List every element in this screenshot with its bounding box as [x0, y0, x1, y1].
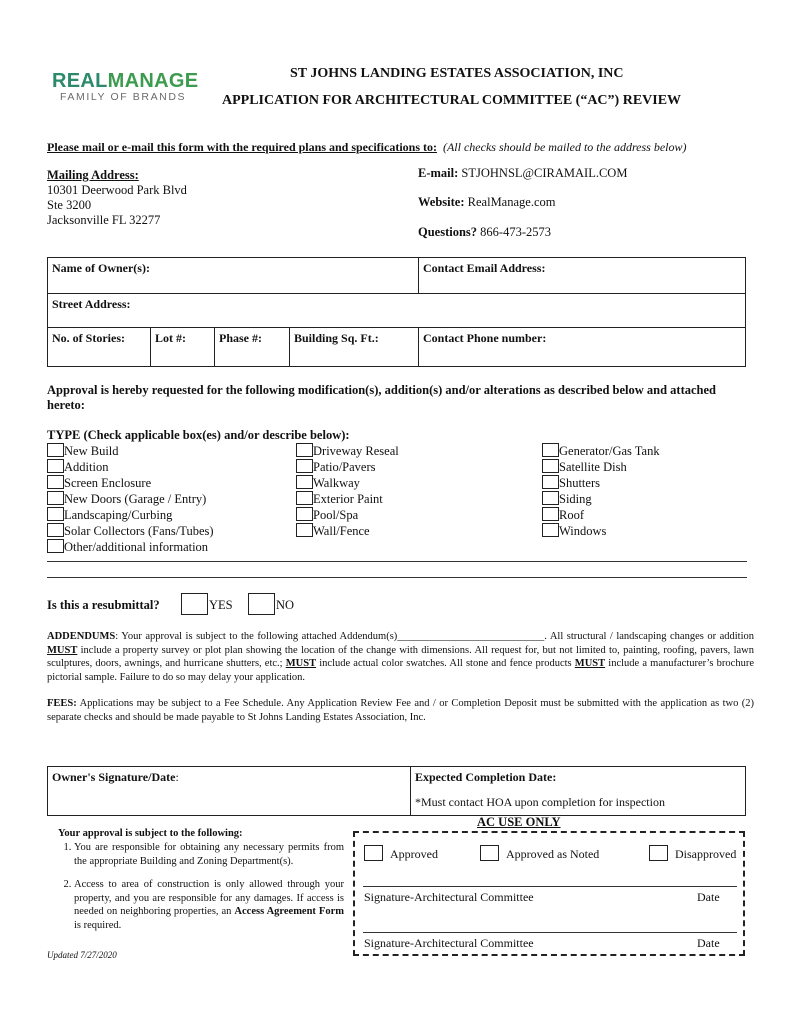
type-label: Driveway Reseal: [313, 444, 399, 458]
type-label: Patio/Pavers: [313, 460, 376, 474]
type-label: New Doors (Garage / Entry): [64, 492, 207, 506]
access-agreement-form-link: Access Agreement Form: [234, 906, 344, 917]
logo-text-real: REAL: [52, 70, 108, 92]
completion-note: *Must contact HOA upon completion for inspection: [415, 795, 665, 809]
form-title: APPLICATION FOR ARCHITECTURAL COMMITTEE (“AC”) REVIEW: [222, 93, 682, 108]
disapproved-checkbox[interactable]: [649, 845, 668, 861]
owner-signature-label: Owner's Signature/Date: [52, 770, 176, 784]
owner-name-label: Name of Owner(s):: [52, 261, 150, 275]
type-checkbox[interactable]: [296, 491, 313, 505]
approved-checkbox[interactable]: [364, 845, 383, 861]
condition-text: is required.: [74, 919, 122, 931]
addendums-text: : Your approval is subject to the following attached Addendum(s): [115, 631, 398, 642]
addendums-text: . All structural / landscaping changes or addition: [544, 631, 754, 642]
condition-text: You are responsible for obtaining any necessary permits from the appropriate Building and Zoning Department(s).: [74, 842, 344, 867]
resubmittal-yes-label: YES: [209, 598, 233, 612]
type-option[interactable]: [296, 523, 399, 539]
addendum-blank[interactable]: ____________________________: [397, 631, 545, 642]
mailing-address-label: Mailing Address:: [47, 168, 139, 182]
type-checkbox[interactable]: [47, 539, 64, 553]
resubmittal-no-checkbox[interactable]: [248, 593, 275, 615]
approved-noted-label: Approved as Noted: [506, 847, 600, 861]
type-option[interactable]: [47, 491, 214, 507]
phase-field[interactable]: [214, 327, 290, 367]
condition-item: [74, 878, 344, 932]
must-emphasis: MUST: [285, 658, 317, 669]
contact-email-field[interactable]: [418, 257, 746, 294]
type-option[interactable]: [296, 507, 399, 523]
type-option[interactable]: [47, 523, 214, 539]
type-heading: TYPE (Check applicable box(es) and/or describe below):: [47, 428, 350, 442]
ac-date-label-2: Date: [697, 936, 720, 950]
type-checkbox[interactable]: [296, 459, 313, 473]
type-checkbox[interactable]: [296, 523, 313, 537]
email-value[interactable]: STJOHNSL@CIRAMAIL.COM: [461, 166, 628, 180]
type-checkbox[interactable]: [296, 507, 313, 521]
instructions-lead: Please mail or e-mail this form with the required plans and specifications to:: [47, 140, 437, 154]
type-option[interactable]: [47, 475, 214, 491]
street-address-field[interactable]: [47, 293, 746, 328]
ac-use-box: [353, 831, 745, 956]
resubmittal-no-label: NO: [276, 598, 295, 612]
instructions-note: (All checks should be mailed to the address below): [442, 140, 687, 154]
type-checkbox[interactable]: [542, 475, 559, 489]
type-label: Walkway: [313, 476, 360, 490]
type-checkbox[interactable]: [47, 523, 64, 537]
type-checkbox[interactable]: [542, 523, 559, 537]
logo-tagline: FAMILY OF BRANDS: [60, 91, 187, 103]
type-label: Other/additional information: [64, 540, 209, 554]
type-option[interactable]: [542, 523, 660, 539]
type-checkbox[interactable]: [542, 491, 559, 505]
condition-item: [74, 841, 344, 868]
type-column-2: [296, 443, 399, 539]
completion-date-label: Expected Completion Date:: [415, 770, 557, 784]
type-label: Shutters: [559, 476, 600, 490]
lot-label: Lot #:: [155, 331, 186, 345]
type-label: Satellite Dish: [559, 460, 627, 474]
type-label: New Build: [64, 444, 119, 458]
ac-approved-noted-option[interactable]: [480, 845, 599, 862]
must-emphasis: MUST: [574, 658, 606, 669]
ac-approved-option[interactable]: [364, 845, 438, 862]
lot-field[interactable]: [150, 327, 215, 367]
mailing-line-1: 10301 Deerwood Park Blvd: [47, 183, 187, 197]
owner-signature-field[interactable]: [47, 766, 411, 816]
type-checkbox[interactable]: [47, 491, 64, 505]
type-option[interactable]: [296, 443, 399, 459]
type-option[interactable]: [296, 475, 399, 491]
addendums-text: include a manufacturer’s brochure pictorial sample. Failure to do so may delay your application.: [47, 658, 754, 683]
email-info: [418, 166, 627, 181]
phase-label: Phase #:: [219, 331, 262, 345]
type-checkbox[interactable]: [542, 443, 559, 457]
approved-label: Approved: [390, 847, 438, 861]
ac-signature-label-1: Signature-Architectural Committee: [364, 890, 534, 904]
type-option[interactable]: [542, 507, 660, 523]
type-label: Landscaping/Curbing: [64, 508, 173, 522]
type-option[interactable]: [47, 507, 214, 523]
type-checkbox[interactable]: [296, 475, 313, 489]
stories-label: No. of Stories:: [52, 331, 125, 345]
association-title: ST JOHNS LANDING ESTATES ASSOCIATION, INC: [290, 66, 624, 81]
type-label: Wall/Fence: [313, 524, 370, 538]
ac-signature-label-2: Signature-Architectural Committee: [364, 936, 534, 950]
disapproved-label: Disapproved: [675, 847, 737, 861]
owner-signature-colon: :: [175, 770, 179, 784]
resubmittal-question: Is this a resubmittal?: [47, 598, 160, 612]
type-label: Siding: [559, 492, 592, 506]
realmanage-logo: [52, 70, 198, 93]
type-label: Screen Enclosure: [64, 476, 152, 490]
type-checkbox[interactable]: [542, 459, 559, 473]
fees-text: Applications may be subject to a Fee Schedule. Any Application Review Fee and / or Completion Deposit must be submitted with the application as two (2) separate checks and should be made payable to St Johns Landing Estates Association, Inc.: [47, 698, 754, 723]
description-line-1[interactable]: [47, 561, 747, 562]
fees-paragraph: [47, 697, 754, 724]
type-option[interactable]: [47, 459, 214, 475]
website-info: [418, 195, 555, 210]
type-label: Generator/Gas Tank: [559, 444, 660, 458]
ac-disapproved-option[interactable]: [649, 845, 736, 862]
sqft-field[interactable]: [289, 327, 419, 367]
type-option[interactable]: [296, 491, 399, 507]
must-emphasis: MUST: [47, 644, 78, 656]
mailing-line-3: Jacksonville FL 32277: [47, 213, 161, 227]
contact-phone-field[interactable]: [418, 327, 746, 367]
phone-value: 866-473-2573: [480, 225, 551, 239]
type-option[interactable]: [296, 459, 399, 475]
type-checkbox[interactable]: [47, 507, 64, 521]
type-option[interactable]: [542, 459, 660, 475]
type-label: Exterior Paint: [313, 492, 383, 506]
type-checkbox[interactable]: [47, 459, 64, 473]
ac-use-heading: AC USE ONLY: [477, 815, 561, 829]
questions-label: Questions?: [418, 225, 478, 239]
type-option[interactable]: [542, 443, 660, 459]
type-label: Roof: [559, 508, 584, 522]
mail-instructions: [47, 140, 687, 155]
signature-line-2[interactable]: [363, 932, 737, 933]
stories-field[interactable]: [47, 327, 151, 367]
type-label: Addition: [64, 460, 109, 474]
signature-line-1[interactable]: [363, 886, 737, 887]
ac-date-label-1: Date: [697, 890, 720, 904]
type-column-1: [47, 443, 214, 555]
type-option[interactable]: [542, 475, 660, 491]
conditions-heading: Your approval is subject to the following:: [58, 828, 243, 839]
addendums-text: include a property survey or plot plan showing the location of the change with dimensions. All request for, but not limited to, painting, roofing, pavers, lawn sculptures, doors, awnings, and hurricane shutters, etc.;: [47, 644, 754, 669]
fees-label: FEES:: [47, 698, 77, 709]
addendums-paragraph: [47, 630, 754, 684]
resubmittal-yes-checkbox[interactable]: [181, 593, 208, 615]
approved-noted-checkbox[interactable]: [480, 845, 499, 861]
conditions-list: [58, 841, 344, 942]
contact-email-label: Contact Email Address:: [423, 261, 546, 275]
type-option[interactable]: [542, 491, 660, 507]
website-label: Website:: [418, 195, 465, 209]
type-label: Windows: [559, 524, 607, 538]
type-option[interactable]: [47, 539, 214, 555]
type-column-3: [542, 443, 660, 539]
sqft-label: Building Sq. Ft.:: [294, 331, 379, 345]
questions-info: [418, 225, 551, 240]
type-checkbox[interactable]: [47, 443, 64, 457]
type-label: Pool/Spa: [313, 508, 359, 522]
type-checkbox[interactable]: [296, 443, 313, 457]
description-line-2[interactable]: [47, 577, 747, 578]
mailing-address: [47, 168, 187, 228]
mailing-line-2: Ste 3200: [47, 198, 92, 212]
type-option[interactable]: [47, 443, 214, 459]
contact-phone-label: Contact Phone number:: [423, 331, 547, 345]
type-label: Solar Collectors (Fans/Tubes): [64, 524, 214, 538]
type-checkbox[interactable]: [542, 507, 559, 521]
completion-date-field[interactable]: [410, 766, 746, 816]
owner-name-field[interactable]: [47, 257, 419, 294]
condition-text: Access to area of construction is only allowed through your property, and you are responsible for any damages. If access is needed on neighboring properties, an: [74, 879, 344, 917]
approval-request-text: Approval is hereby requested for the following modification(s), addition(s) and/or alterations as described below and attached hereto:: [47, 383, 717, 412]
logo-text-manage: MANAGE: [107, 70, 199, 92]
type-checkbox[interactable]: [47, 475, 64, 489]
updated-date: Updated 7/27/2020: [47, 950, 117, 960]
website-value[interactable]: RealManage.com: [467, 195, 556, 209]
email-label: E-mail:: [418, 166, 459, 180]
addendums-text: include actual color swatches. All stone and fence products: [316, 658, 575, 669]
street-address-label: Street Address:: [52, 297, 131, 311]
addendums-label: ADDENDUMS: [47, 631, 116, 642]
